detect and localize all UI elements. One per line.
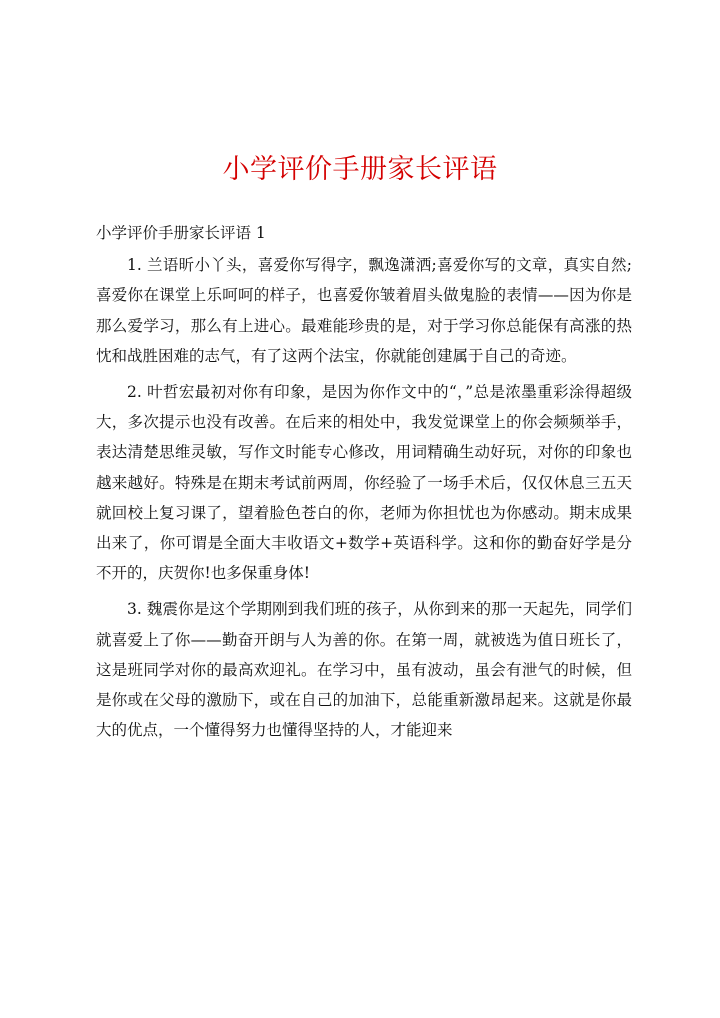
- paragraph-1: 1. 兰语昕小丫头，喜爱你写得字，飘逸潇洒;喜爱你写的文章，真实自然;喜爱你在课堂上乐呵呵的样子，也喜爱你皱着眉头做鬼脸的表情——因为你是那么爱学习，那么有上进心。最难能珍贵的是，对于学习你总能保有高涨的热忱和战胜困难的志气，有了这两个法宝，你就能创建属于自己的奇迹。: [96, 256, 632, 365]
- document-body: [96, 218, 632, 745]
- paragraph-2: 2. 叶哲宏最初对你有印象，是因为你作文中的“，”总是浓墨重彩涂得超级大，多次提示也没有改善。在后来的相处中，我发觉课堂上的你会频频举手，表达清楚思维灵敏，写作文时能专心修改，用词精确生动好玩，对你的印象也越来越好。特殊是在期末考试前两周，你经验了一场手术后，仅仅休息三五天就回校上复习课了，望着脸色苍白的你，老师为你担忧也为你感动。期末成果出来了，你可谓是全面大丰收语文+数学+英语科学。这和你的勤奋好学是分不开的，庆贺你!也多保重身体!: [96, 383, 632, 583]
- section-heading: 小学评价手册家长评语 1: [96, 224, 266, 242]
- paragraph-3: 3. 魏震你是这个学期刚到我们班的孩子，从你到来的那一天起先，同学们就喜爱上了你——勤奋开朗与人为善的你。在第一周，就被选为值日班长了，这是班同学对你的最高欢迎礼。在学习中，虽有波动，虽会有泄气的时候，但是你或在父母的激励下，或在自己的加油下，总能重新激昂起来。这就是你最大的优点，一个懂得努力也懂得坚持的人，才能迎来: [96, 600, 632, 740]
- document-title: 小学评价手册家长评语: [222, 154, 498, 185]
